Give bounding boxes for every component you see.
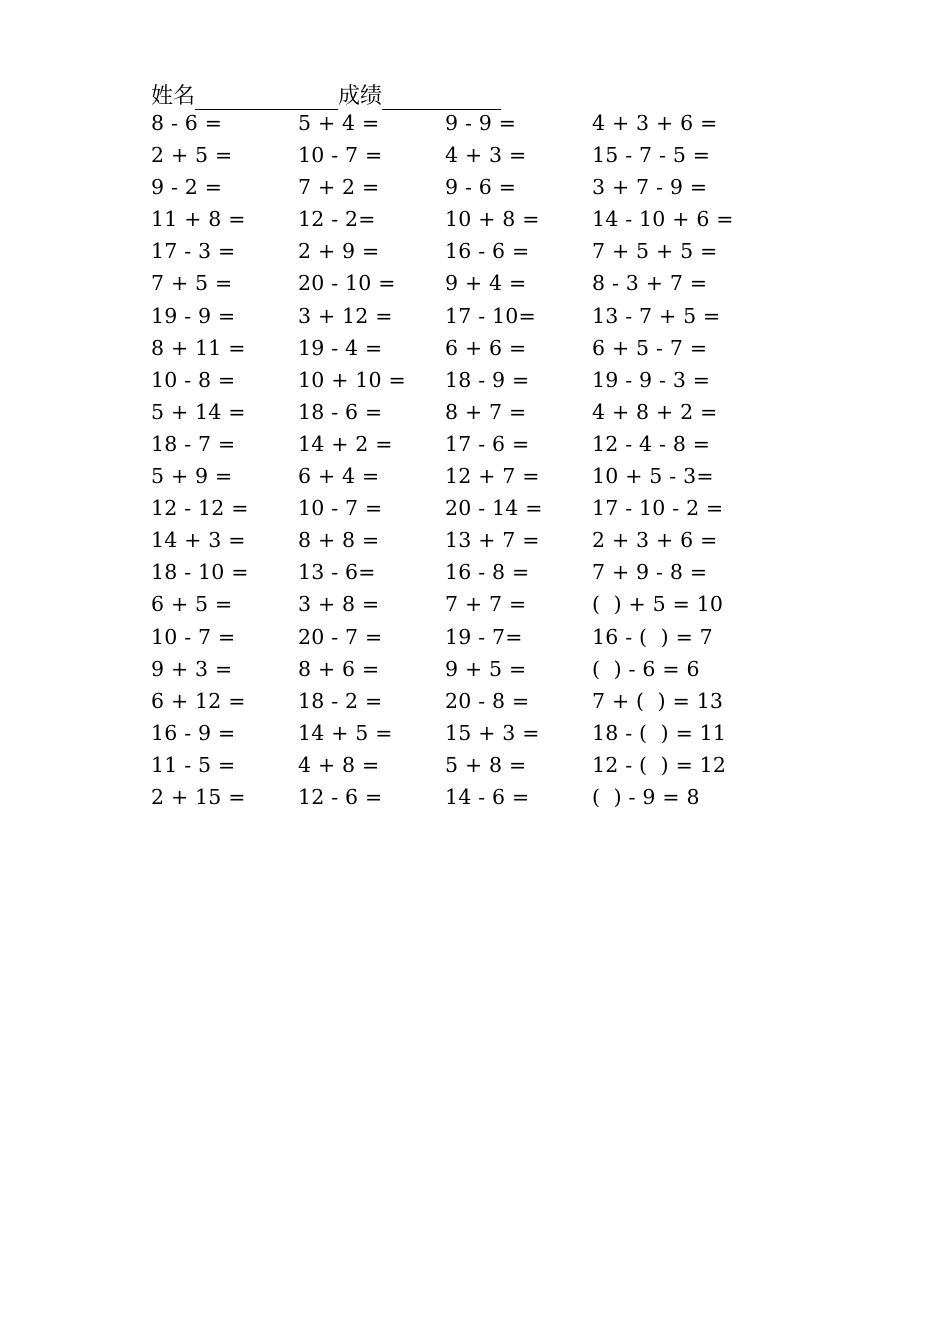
math-problem: 9 - 2 = xyxy=(151,175,223,200)
math-problem: 7 + 2 = xyxy=(298,175,380,200)
math-problem: 7 + 5 = xyxy=(151,271,233,296)
math-problem: 16 - ( ) = 7 xyxy=(592,624,713,649)
math-problem: 20 - 14 = xyxy=(445,496,543,521)
math-problem: 8 + 11 = xyxy=(151,335,246,360)
math-problem: 11 - 5 = xyxy=(151,752,236,777)
math-problem: 18 - ( ) = 11 xyxy=(592,720,727,745)
math-problem: 10 + 5 - 3= xyxy=(592,464,714,489)
math-problem: 20 - 8 = xyxy=(445,688,530,713)
math-problem: 4 + 3 = xyxy=(445,143,527,168)
math-problem: 15 + 3 = xyxy=(445,720,540,745)
math-problem: 18 - 2 = xyxy=(298,688,383,713)
math-problem: 7 + 7 = xyxy=(445,592,527,617)
math-problem: 2 + 9 = xyxy=(298,239,380,264)
math-problem: 17 - 10= xyxy=(445,303,536,328)
math-problem: 19 - 4 = xyxy=(298,335,383,360)
math-problem: 10 + 8 = xyxy=(445,207,540,232)
math-problem: 5 + 9 = xyxy=(151,464,233,489)
math-problem: 3 + 7 - 9 = xyxy=(592,175,708,200)
math-problem: 12 - 6 = xyxy=(298,784,383,809)
math-problem: 19 - 7= xyxy=(445,624,523,649)
math-problem: 6 + 5 - 7 = xyxy=(592,335,708,360)
math-problem: 14 - 10 + 6 = xyxy=(592,207,734,232)
name-label: 姓名 xyxy=(151,84,196,109)
math-problem: 10 - 7 = xyxy=(298,143,383,168)
math-problem: 18 - 9 = xyxy=(445,367,530,392)
math-problem: 10 - 8 = xyxy=(151,367,236,392)
math-problem: 8 + 6 = xyxy=(298,656,380,681)
math-problem: 8 + 8 = xyxy=(298,528,380,553)
math-problem: 5 + 14 = xyxy=(151,399,246,424)
math-problem: 20 - 7 = xyxy=(298,624,383,649)
math-problem: 8 - 6 = xyxy=(151,111,223,135)
math-problem: 12 - 4 - 8 = xyxy=(592,431,711,456)
math-problem: 7 + ( ) = 13 xyxy=(592,688,724,713)
math-problem: ( ) + 5 = 10 xyxy=(592,592,724,617)
math-problem: 15 - 7 - 5 = xyxy=(592,143,711,168)
math-problem: 8 + 7 = xyxy=(445,399,527,424)
math-problem: 6 + 5 = xyxy=(151,592,233,617)
math-problem: 6 + 4 = xyxy=(298,464,380,489)
math-problem: 12 - 12 = xyxy=(151,496,249,521)
math-problem: 11 + 8 = xyxy=(151,207,246,232)
math-problem: 14 + 2 = xyxy=(298,431,393,456)
math-problem: 9 - 6 = xyxy=(445,175,517,200)
math-problem: 5 + 4 = xyxy=(298,111,380,135)
math-problem: 10 - 7 = xyxy=(151,624,236,649)
math-problem: 12 - ( ) = 12 xyxy=(592,752,727,777)
math-problem: 19 - 9 = xyxy=(151,303,236,328)
math-problem: 6 + 12 = xyxy=(151,688,246,713)
math-problem: 12 + 7 = xyxy=(445,464,540,489)
math-problem: 18 - 10 = xyxy=(151,560,249,585)
math-problem: 18 - 7 = xyxy=(151,431,236,456)
math-problem: 8 - 3 + 7 = xyxy=(592,271,708,296)
math-problem: 9 + 3 = xyxy=(151,656,233,681)
math-problem: 13 + 7 = xyxy=(445,528,540,553)
math-problem: 16 - 8 = xyxy=(445,560,530,585)
math-problem: 4 + 8 + 2 = xyxy=(592,399,718,424)
math-problem: 9 - 9 = xyxy=(445,111,517,135)
math-problem: 2 + 15 = xyxy=(151,784,246,809)
math-problem: 9 + 4 = xyxy=(445,271,527,296)
math-problem: 3 + 12 = xyxy=(298,303,393,328)
math-problem: 2 + 3 + 6 = xyxy=(592,528,718,553)
math-problem: 4 + 8 = xyxy=(298,752,380,777)
math-problem: 5 + 8 = xyxy=(445,752,527,777)
math-problem: 3 + 8 = xyxy=(298,592,380,617)
math-problem: 14 + 5 = xyxy=(298,720,393,745)
math-problem: 19 - 9 - 3 = xyxy=(592,367,711,392)
math-problem: 14 - 6 = xyxy=(445,784,530,809)
math-problem: 13 - 6= xyxy=(298,560,376,585)
math-problem: ( ) - 6 = 6 xyxy=(592,656,700,681)
worksheet-header xyxy=(151,80,501,110)
math-problem: ( ) - 9 = 8 xyxy=(592,784,700,809)
math-problem: 14 + 3 = xyxy=(151,528,246,553)
math-problem: 6 + 6 = xyxy=(445,335,527,360)
math-problem: 20 - 10 = xyxy=(298,271,396,296)
math-problem: 4 + 3 + 6 = xyxy=(592,111,718,135)
math-problem: 10 - 7 = xyxy=(298,496,383,521)
math-problem: 7 + 5 + 5 = xyxy=(592,239,718,264)
math-problem: 17 - 6 = xyxy=(445,431,530,456)
math-problem: 17 - 3 = xyxy=(151,239,236,264)
math-problem: 16 - 6 = xyxy=(445,239,530,264)
math-problem: 7 + 9 - 8 = xyxy=(592,560,708,585)
score-label: 成绩 xyxy=(338,84,383,109)
math-problem: 13 - 7 + 5 = xyxy=(592,303,721,328)
math-problem: 2 + 5 = xyxy=(151,143,233,168)
math-problem: 10 + 10 = xyxy=(298,367,406,392)
math-problem: 9 + 5 = xyxy=(445,656,527,681)
math-problem: 18 - 6 = xyxy=(298,399,383,424)
math-problem: 12 - 2= xyxy=(298,207,376,232)
math-problem: 16 - 9 = xyxy=(151,720,236,745)
math-problem: 17 - 10 - 2 = xyxy=(592,496,724,521)
